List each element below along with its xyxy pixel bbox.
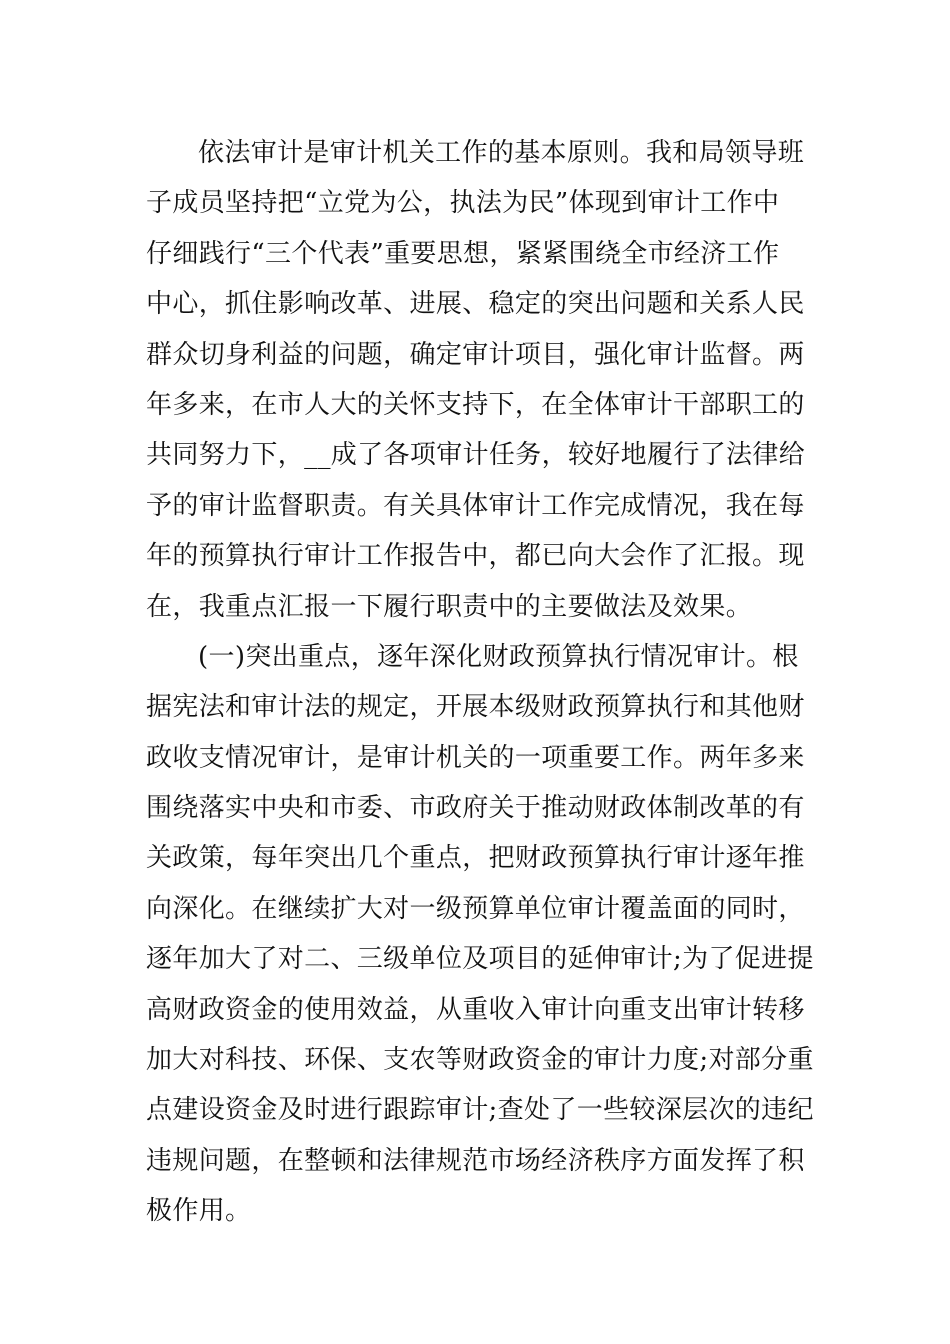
text-line: 予的审计监督职责。有关具体审计工作完成情况，我在每 xyxy=(146,490,805,521)
text-line: 年多来，在市人大的关怀支持下，在全体审计干部职工的 xyxy=(146,389,805,420)
text-line: 中心，抓住影响改革、进展、稳定的突出问题和关系人民 xyxy=(146,289,805,320)
text-line: 政收支情况审计，是审计机关的一项重要工作。两年多来 xyxy=(146,742,805,773)
text-line: 关政策，每年突出几个重点，把财政预算执行审计逐年推 xyxy=(146,843,805,874)
text-line: 围绕落实中央和市委、市政府关于推动财政体制改革的有 xyxy=(146,793,805,824)
text-line: 极作用。 xyxy=(146,1196,252,1227)
text-line: 子成员坚持把“立党为公，执法为民”体现到审计工作中 xyxy=(146,188,780,219)
text-line: 据宪法和审计法的规定，开展本级财政预算执行和其他财 xyxy=(146,692,805,723)
text-line: 依法审计是审计机关工作的基本原则。我和局领导班 xyxy=(198,138,805,168)
text-line: 加大对科技、环保、支农等财政资金的审计力度;对部分重 xyxy=(146,1045,814,1076)
text-line: 在，我重点汇报一下履行职责中的主要做法及效果。 xyxy=(146,591,753,622)
text-line: 向深化。在继续扩大对一级预算单位审计覆盖面的同时， xyxy=(146,893,805,924)
paragraph-2 xyxy=(146,632,816,1237)
text-line: 群众切身利益的问题，确定审计项目，强化审计监督。两 xyxy=(146,339,805,370)
text-line: 年的预算执行审计工作报告中，都已向大会作了汇报。现 xyxy=(146,541,805,572)
text-line: 点建设资金及时进行跟踪审计;查处了一些较深层次的违纪 xyxy=(146,1095,814,1126)
text-line: 仔细践行“三个代表”重要思想，紧紧围绕全市经济工作 xyxy=(146,238,780,269)
text-line: 违规问题，在整顿和法律规范市场经济秩序方面发挥了积 xyxy=(146,1145,805,1176)
body-text xyxy=(146,128,816,1237)
text-line: 共同努力下，__成了各项审计任务，较好地履行了法律给 xyxy=(146,440,806,471)
text-line: 高财政资金的使用效益，从重收入审计向重支出审计转移 xyxy=(146,994,805,1025)
text-line: (一)突出重点，逐年深化财政预算执行情况审计。根 xyxy=(198,641,799,672)
text-line: 逐年加大了对二、三级单位及项目的延伸审计;为了促进提 xyxy=(146,944,814,975)
paragraph-1 xyxy=(146,128,816,632)
